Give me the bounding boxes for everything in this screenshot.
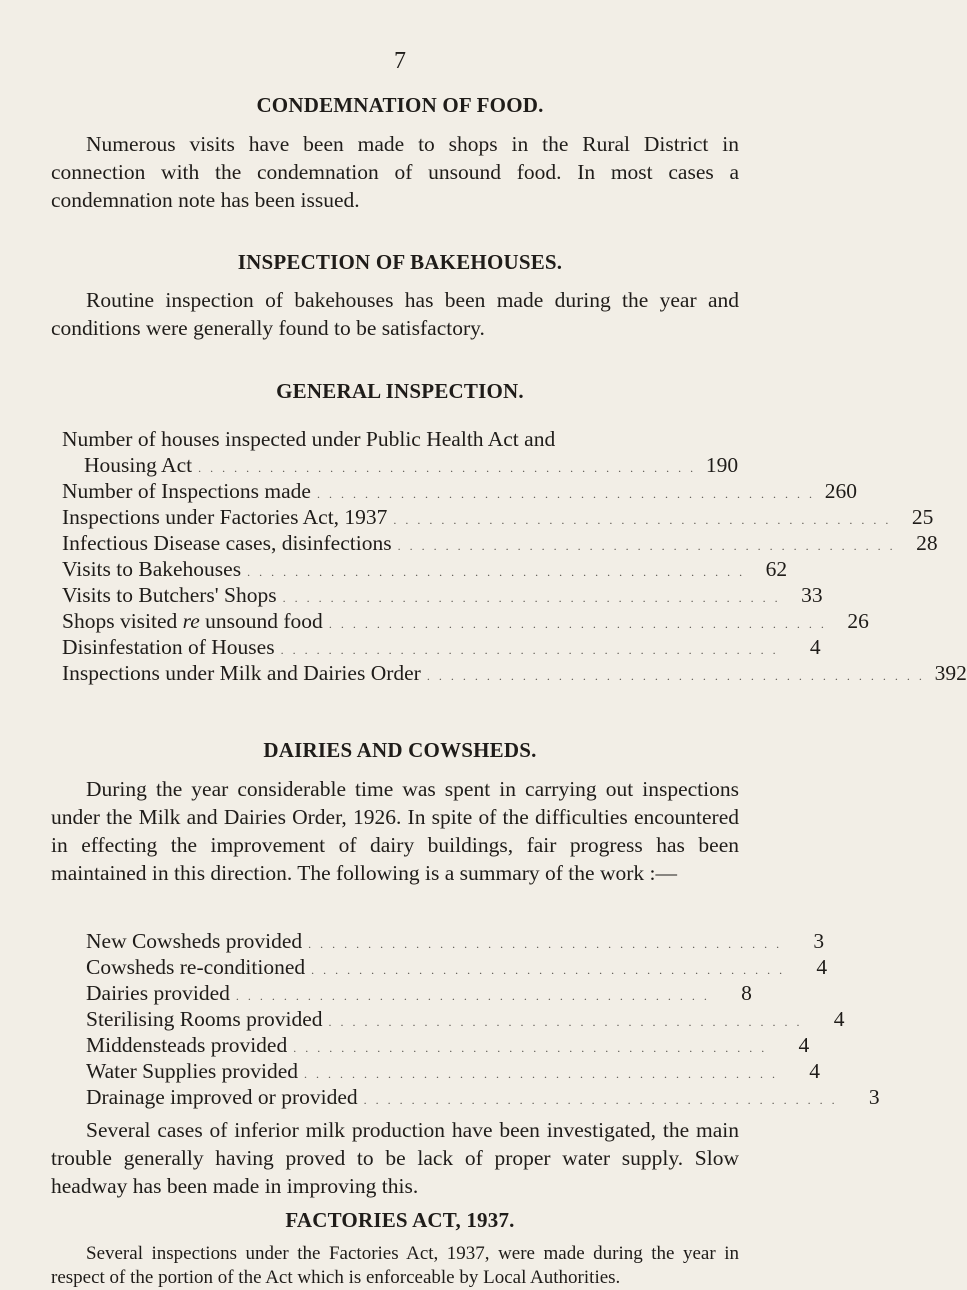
general-inspection-heading: GENERAL INSPECTION. xyxy=(276,379,524,403)
list-item: Drainage improved or provided . . . . . . . . . . . . . . . . . . . . . . . . . . . . . . . . . . . . . . . . 3 xyxy=(86,1085,880,1109)
list-item: New Cowsheds provided . . . . . . . . . . . . . . . . . . . . . . . . . . . . . . . . . . . . . . . . 3 xyxy=(86,929,825,953)
dairies-summary-list xyxy=(86,928,880,1110)
list-item: Dairies provided . . . . . . . . . . . . . . . . . . . . . . . . . . . . . . . . . . . . . . . . 8 xyxy=(86,981,752,1005)
list-item: Housing Act . . . . . . . . . . . . . . . . . . . . . . . . . . . . . . . . . . . . . . . . . . 190 xyxy=(84,453,739,477)
bakehouses-paragraph: Routine inspection of bakehouses has been made during the year and conditions were generally found to be satisfactory. xyxy=(51,288,739,340)
list-item: Shops visited re unsound food . . . . . . . . . . . . . . . . . . . . . . . . . . . . . . . . . . . . . . . . . . 26 xyxy=(62,609,869,633)
dairies-intro-paragraph: During the year considerable time was spent in carrying out inspections under the Milk and Dairies Order, 1926. In spite of the difficulties encountered in effecting the improvement of dairy buildings, fair progress has been maintained in this direction. The following is a summary of the work :— xyxy=(51,777,739,885)
bakehouses-heading: INSPECTION OF BAKEHOUSES. xyxy=(237,250,563,274)
condemnation-heading: CONDEMNATION OF FOOD. xyxy=(256,93,544,117)
general-inspection-list xyxy=(62,426,967,686)
dairies-closing-paragraph: Several cases of inferior milk production have been investigated, the main trouble generally having proved to be lack of proper water supply. Slow headway has been made in improving this. xyxy=(51,1118,739,1198)
page-number: 7 xyxy=(394,48,406,74)
list-item: Inspections under Factories Act, 1937 . . . . . . . . . . . . . . . . . . . . . . . . . . . . . . . . . . . . . . . . . . 25 xyxy=(62,505,934,529)
list-item: Visits to Butchers' Shops . . . . . . . . . . . . . . . . . . . . . . . . . . . . . . . . . . . . . . . . . . 33 xyxy=(62,583,823,607)
dairies-heading: DAIRIES AND COWSHEDS. xyxy=(263,738,537,762)
list-item: Infectious Disease cases, disinfections . . . . . . . . . . . . . . . . . . . . . . . . . . . . . . . . . . . . . . . . . . 28 xyxy=(62,531,938,555)
factories-heading: FACTORIES ACT, 1937. xyxy=(285,1208,515,1232)
list-item: Sterilising Rooms provided . . . . . . . . . . . . . . . . . . . . . . . . . . . . . . . . . . . . . . . . 4 xyxy=(86,1007,845,1031)
factories-paragraph: Several inspections under the Factories Act, 1937, were made during the year in respect of the portion of the Act which is enforceable by Local Authorities. xyxy=(51,1243,739,1288)
list-item: Middensteads provided . . . . . . . . . . . . . . . . . . . . . . . . . . . . . . . . . . . . . . . . 4 xyxy=(86,1033,810,1057)
list-item: Cowsheds re-conditioned . . . . . . . . . . . . . . . . . . . . . . . . . . . . . . . . . . . . . . . . 4 xyxy=(86,955,828,979)
list-item: Inspections under Milk and Dairies Order . . . . . . . . . . . . . . . . . . . . . . . . . . . . . . . . . . . . . . . . . . 392 xyxy=(62,661,967,685)
list-item: Visits to Bakehouses . . . . . . . . . . . . . . . . . . . . . . . . . . . . . . . . . . . . . . . . . . 62 xyxy=(62,557,788,581)
list-item: Water Supplies provided . . . . . . . . . . . . . . . . . . . . . . . . . . . . . . . . . . . . . . . . 4 xyxy=(86,1059,821,1083)
list-item: Number of Inspections made . . . . . . . . . . . . . . . . . . . . . . . . . . . . . . . . . . . . . . . . . . 260 xyxy=(62,479,857,503)
list-item: Disinfestation of Houses . . . . . . . . . . . . . . . . . . . . . . . . . . . . . . . . . . . . . . . . . . 4 xyxy=(62,635,821,659)
condemnation-paragraph: Numerous visits have been made to shops in the Rural District in connection with the condemnation of unsound food. In most cases a condemnation note has been issued. xyxy=(51,132,739,212)
general-first-line: Number of houses inspected under Public Health Act and xyxy=(62,427,556,451)
